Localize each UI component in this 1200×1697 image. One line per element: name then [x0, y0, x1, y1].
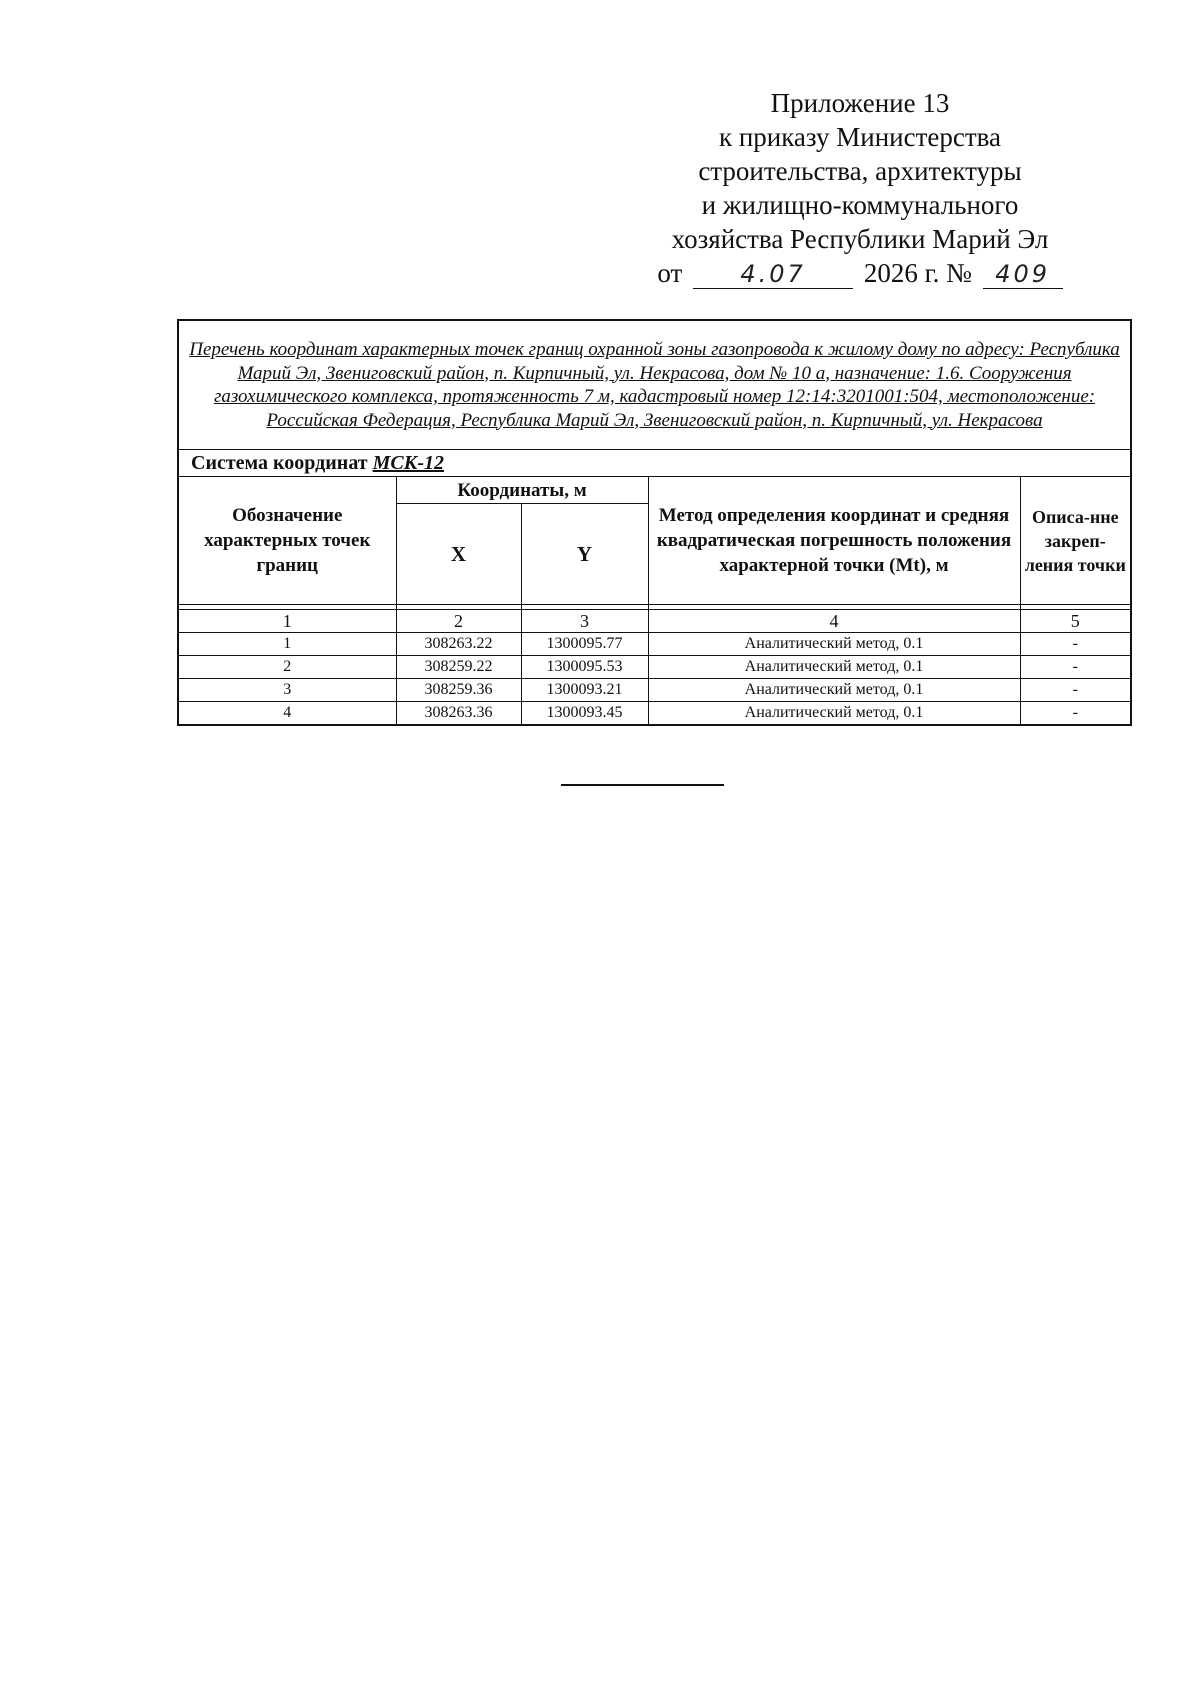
cell-description: - — [1020, 633, 1131, 656]
cell-point: 1 — [178, 633, 396, 656]
cell-description: - — [1020, 656, 1131, 679]
column-number: 4 — [648, 610, 1020, 633]
column-header-x: X — [396, 504, 521, 605]
column-number: 1 — [178, 610, 396, 633]
column-header-coordinates: Координаты, м — [396, 477, 648, 504]
header-line: Приложение 13 — [770, 88, 950, 118]
cell-y: 1300093.21 — [521, 679, 648, 702]
date-prefix: от — [657, 258, 683, 288]
cell-method: Аналитический метод, 0.1 — [648, 702, 1020, 726]
cell-method: Аналитический метод, 0.1 — [648, 633, 1020, 656]
coordinates-table — [177, 319, 1132, 726]
cell-description: - — [1020, 679, 1131, 702]
column-number: 5 — [1020, 610, 1131, 633]
cell-point: 4 — [178, 702, 396, 726]
table-row — [178, 656, 1131, 679]
handwritten-order-number: 409 — [983, 260, 1063, 289]
header-line: строительства, архитектуры — [698, 156, 1022, 186]
cell-y: 1300093.45 — [521, 702, 648, 726]
column-number-row — [178, 610, 1131, 633]
column-number: 2 — [396, 610, 521, 633]
table-row — [178, 702, 1131, 726]
column-header-point: Обозначение характерных точек границ — [178, 477, 396, 605]
header-line: к приказу Министерства — [718, 122, 1002, 152]
cell-method: Аналитический метод, 0.1 — [648, 656, 1020, 679]
handwritten-date: 4.07 — [693, 260, 853, 289]
column-header-description: Описа-нне закреп-ления точки — [1020, 477, 1131, 605]
coordinate-system-label: Система координат — [191, 452, 368, 474]
end-divider — [561, 784, 724, 786]
cell-description: - — [1020, 702, 1131, 726]
header-line: и жилищно-коммунального — [701, 190, 1019, 220]
column-header-y: Y — [521, 504, 648, 605]
table-row — [178, 633, 1131, 656]
coordinate-system-name: МСК-12 — [372, 452, 444, 474]
cell-point: 2 — [178, 656, 396, 679]
cell-x: 308259.22 — [396, 656, 521, 679]
cell-point: 3 — [178, 679, 396, 702]
cell-method: Аналитический метод, 0.1 — [648, 679, 1020, 702]
appendix-header — [640, 86, 1080, 290]
order-date-line — [640, 256, 1080, 290]
table-caption: Перечень координат характерных точек границ охранной зоны газопровода к жилому дому по адресу: Республика Марий Эл, Звениговский район, п. Кирпичный, ул. Некрасова, дом № 10 а, назначение: 1.6. Сооружения газохимического комплекса, протяженность 7 м, кадастровый номер 12:14:3201001:504, местоположение: Российская Федерация, Республика Марий Эл, Звениговский район, п. Кирпичный, ул. Некрасова — [178, 320, 1131, 450]
order-year: 2026 г. № — [863, 258, 972, 288]
cell-y: 1300095.53 — [521, 656, 648, 679]
table-row — [178, 679, 1131, 702]
coordinate-system — [178, 450, 1131, 477]
header-line: хозяйства Республики Марий Эл — [671, 224, 1049, 254]
cell-x: 308263.36 — [396, 702, 521, 726]
cell-x: 308263.22 — [396, 633, 521, 656]
cell-y: 1300095.77 — [521, 633, 648, 656]
column-header-method: Метод определения координат и средняя квадратическая погрешность положения характерной точки (Mt), м — [648, 477, 1020, 605]
column-number: 3 — [521, 610, 648, 633]
cell-x: 308259.36 — [396, 679, 521, 702]
